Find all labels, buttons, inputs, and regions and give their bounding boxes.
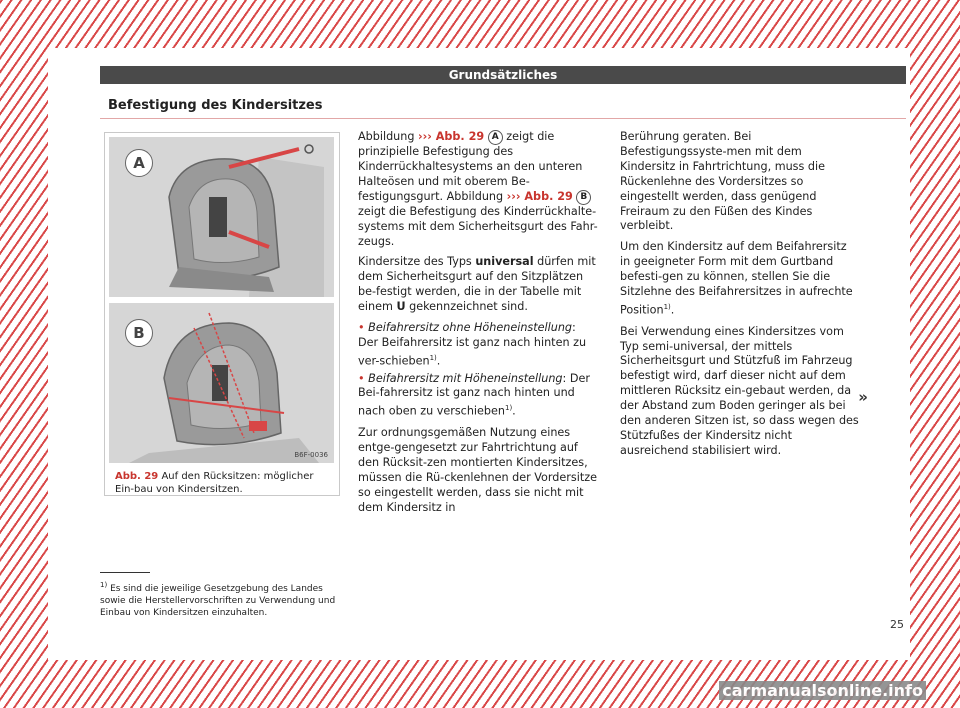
text: Um den Kindersitz auf dem Beifahrersitz in geeigneter Form mit dem Gurtband befesti-gen zu können, stellen Sie die Sitzlehne des Beifahrersitzes in aufrechte Position	[620, 240, 853, 317]
caption-text: Auf den Rücksitzen: möglicher Ein-bau von Kindersitzen.	[115, 471, 314, 495]
text: Kindersitze des Typs	[358, 255, 472, 269]
text: : Der Beifahrersitz ist ganz nach hinten zu ver-schieben	[358, 321, 587, 368]
figure-link[interactable]: ››› Abb. 29	[418, 130, 485, 143]
paragraph-rear-facing: Zur ordnungsgemäßen Nutzung eines entge-gengesetzt zur Fahrtrichtung auf den Rücksit-zen montierten Kindersitzes, müssen die Rü-ckenlehnen der Vordersitze so eingestellt werden, dass sie nicht mit dem Kindersitz in	[358, 425, 597, 514]
callout-a-icon: A	[488, 130, 503, 145]
figure-29	[104, 132, 340, 496]
footnote-ref: 1)	[429, 353, 437, 362]
footnote-mark: 1)	[100, 581, 108, 589]
figure-code: B6F-0036	[294, 451, 328, 459]
paragraph-passenger-seat: Um den Kindersitz auf dem Beifahrersitz in geeigneter Form mit dem Gurtband befesti-gen zu können, stellen Sie die Sitzlehne des Beifahrersitzes in aufrechte Position$^{1)}$.	[620, 240, 853, 317]
text: : Der Bei-fahrersitz ist ganz nach hinten und nach oben zu verschieben	[358, 371, 590, 419]
footnote-text: Es sind die jeweilige Gesetzgebung des Landes sowie die Herstellervorschriften zu Verwendung und Einbau von Kindersitzen einzuhalten.	[100, 584, 336, 618]
panel-a-badge: A	[125, 149, 153, 177]
footnote-ref: 1)	[663, 302, 671, 311]
figure-caption	[115, 470, 333, 496]
paragraph-semi-universal: Bei Verwendung eines Kindersitzes vom Typ semi-universal, der mittels Sicherheitsgurt und Stützfuß im Fahrzeug befestigt wird, darf dieser nicht auf dem mittleren Rücksitz ein-gebaut werden, da der Abstand zum Boden geringer als bei den anderen Sitzen ist, so dass wegen des Stützfußes der Kindersitz nicht ausreichend stabilisiert wird.	[620, 324, 859, 457]
watermark: carmanualsonline.info	[719, 681, 926, 700]
figure-panel-b	[109, 303, 334, 463]
text: gekennzeichnet sind.	[409, 300, 528, 314]
text: dürfen mit dem Sicherheitsgurt auf den Sitzplätzen be-festigt werden, die in der Tabelle mit einem	[358, 255, 596, 314]
panel-b-badge: B	[125, 319, 153, 347]
text: zeigt die prinzipielle Befestigung des Kinderrückhaltesystems an den unteren Halteösen und mit oberem Be-festigungsgurt. Abbildung	[358, 130, 583, 203]
section-title: Befestigung des Kindersitzes	[108, 98, 323, 113]
title-divider	[100, 118, 906, 119]
manual-page	[48, 48, 910, 660]
footnote-ref: 1)	[504, 404, 513, 413]
footnote	[100, 579, 350, 619]
figure-panel-a	[109, 137, 334, 297]
paragraph-figure-reference	[358, 130, 598, 249]
callout-b-icon: B	[576, 190, 591, 205]
text: zeigt die Befestigung des Kinderrückhalte-systems mit dem Sicherheitsgurt des Fahr-zeugs.	[358, 204, 598, 248]
text: Abbildung	[358, 130, 415, 143]
text-column-right	[620, 130, 860, 465]
bold-term: U	[396, 300, 406, 314]
footnote-divider	[100, 572, 150, 573]
bold-term: universal	[475, 255, 534, 269]
figure-link[interactable]: ››› Abb. 29	[506, 189, 573, 203]
bullet-item: • Beifahrersitz ohne Höheneinstellung: Der Beifahrersitz ist ganz nach hinten zu ver-schieben$^{1)}$.	[358, 321, 587, 368]
page-number: 25	[890, 618, 904, 631]
bullet-term: Beifahrersitz mit Höheneinstellung	[368, 371, 563, 385]
bullet-icon: •	[358, 321, 365, 335]
text-column-middle	[358, 130, 598, 521]
paragraph-contact: Berührung geraten. Bei Befestigungssyste-men mit dem Kindersitz in Fahrtrichtung, muss die Rückenlehne des Vordersitzes so eingestellt werden, dass genügend Freiraum zu den Füßen des Kindes verbleibt.	[620, 130, 825, 233]
chapter-header: Grundsätzliches	[100, 66, 906, 84]
bullet-item: • Beifahrersitz mit Höheneinstellung: Der Bei-fahrersitz ist ganz nach hinten und nach oben zu verschieben$^{1)}$.	[358, 371, 590, 419]
bullet-icon: •	[358, 371, 365, 385]
continue-icon: »	[858, 388, 868, 406]
paragraph-universal	[358, 255, 598, 315]
bullet-term: Beifahrersitz ohne Höheneinstellung	[368, 321, 573, 335]
caption-label: Abb. 29	[115, 471, 159, 482]
